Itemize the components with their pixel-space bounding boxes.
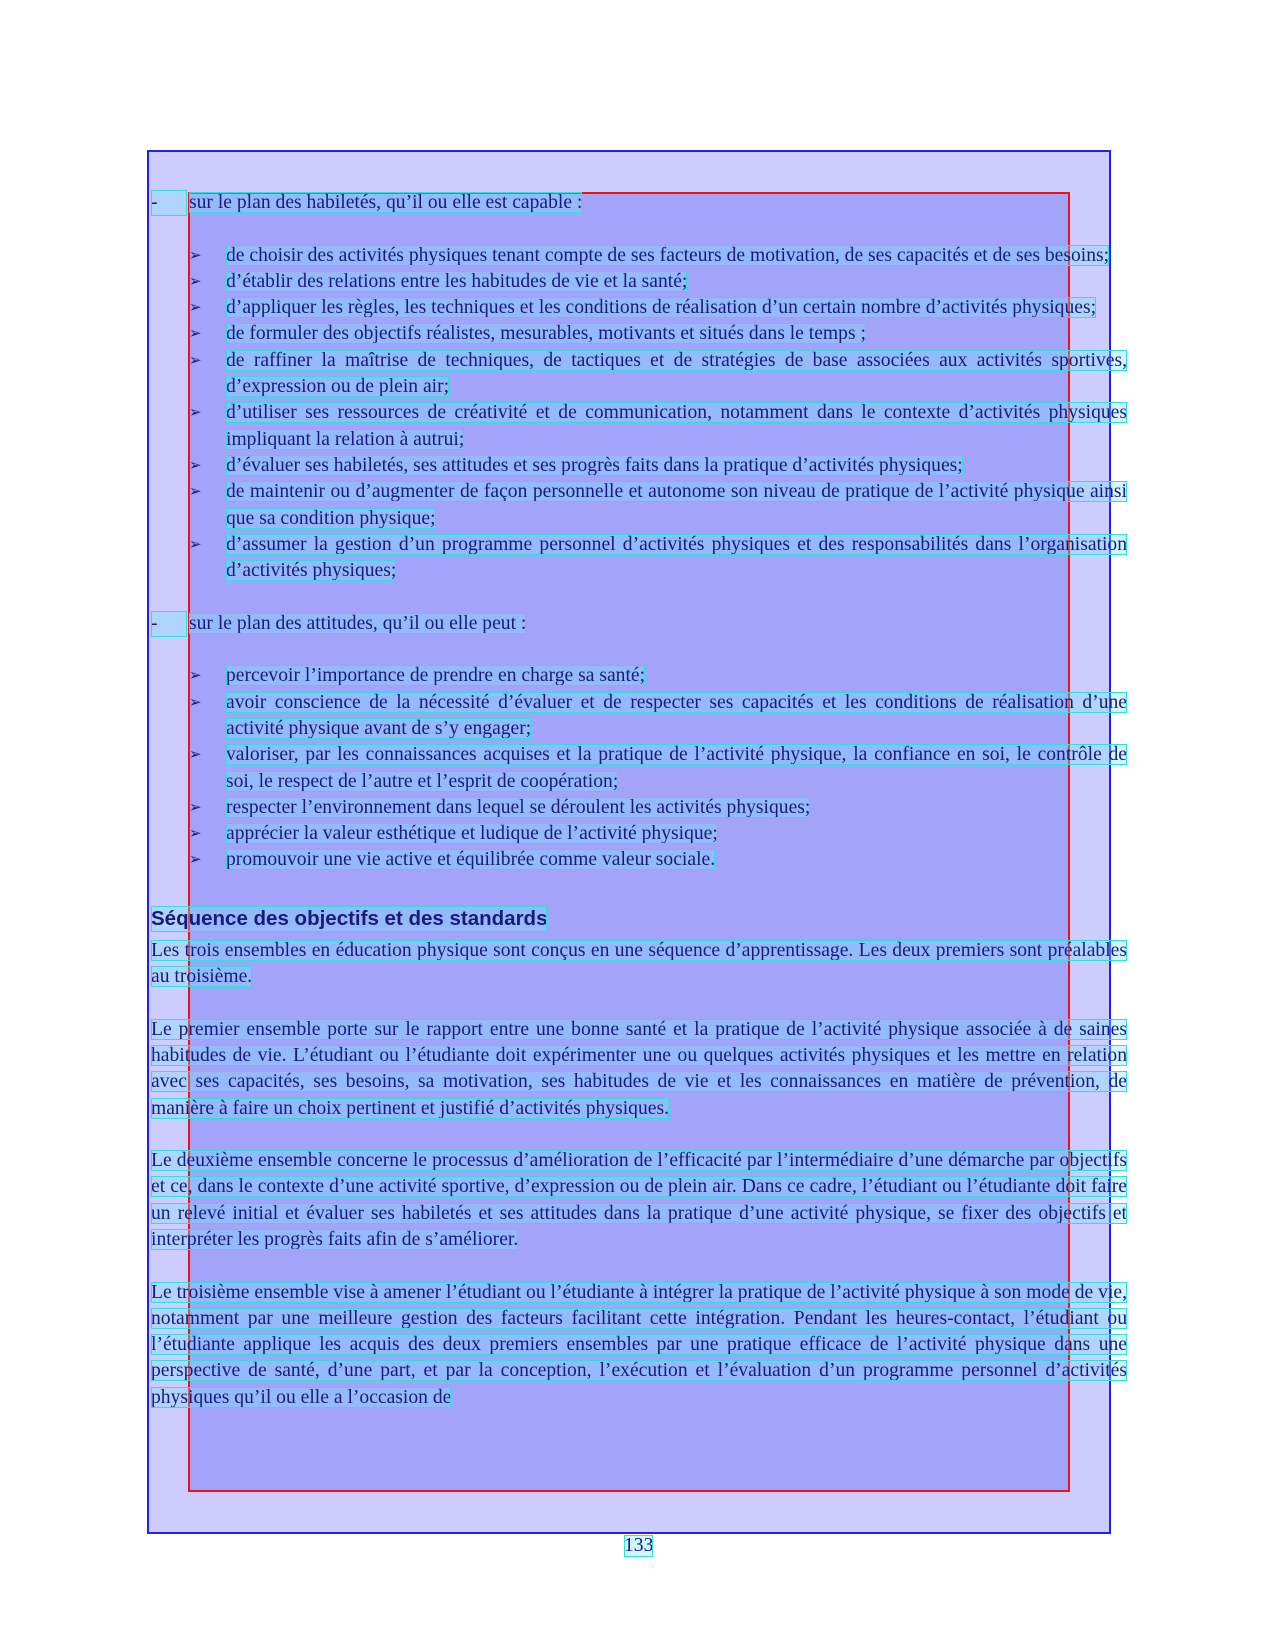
list-item: ➢ de choisir des activités physiques tenant compte de ses facteurs de motivation, de ses capacités et de ses besoins; xyxy=(151,243,1127,269)
list-item: ➢ de formuler des objectifs réalistes, mesurables, motivants et situés dans le temps ; xyxy=(151,321,1127,347)
arrow-bullet-icon: ➢ xyxy=(189,405,202,422)
arrow-bullet-icon: ➢ xyxy=(189,668,202,685)
paragraph: Les trois ensembles en éducation physique sont conçus en une séquence d’apprentissage. Les deux premiers sont préalables au troisième. xyxy=(151,939,1127,988)
arrow-bullet-icon: ➢ xyxy=(189,484,202,501)
list-item: ➢ respecter l’environnement dans lequel se déroulent les activités physiques; xyxy=(151,795,1127,821)
skills-intro xyxy=(151,190,1127,216)
arrow-bullet-icon: ➢ xyxy=(189,799,202,816)
list-item: ➢ d’établir des relations entre les habitudes de vie et la santé; xyxy=(151,269,1127,295)
arrow-bullet-icon: ➢ xyxy=(189,694,202,711)
dash-marker: - xyxy=(151,190,187,216)
list-item: ➢ valoriser, par les connaissances acquises et la pratique de l’activité physique, la confiance en soi, le contrôle de soi, le respect de l’autre et l’esprit de coopération; xyxy=(189,744,1127,792)
arrow-bullet-icon: ➢ xyxy=(189,300,202,317)
list-item: ➢ promouvoir une vie active et équilibrée comme valeur sociale. xyxy=(151,847,1127,873)
section-heading: Séquence des objectifs et des standards xyxy=(151,906,548,930)
arrow-bullet-icon: ➢ xyxy=(189,747,202,764)
arrow-bullet-icon: ➢ xyxy=(189,536,202,553)
list-item: ➢ percevoir l’importance de prendre en charge sa santé; xyxy=(151,663,1127,689)
arrow-bullet-icon: ➢ xyxy=(189,352,202,369)
arrow-bullet-icon: ➢ xyxy=(189,457,202,474)
paragraph: Le premier ensemble porte sur le rapport entre une bonne santé et la pratique de l’activité physique associée à de saines habitudes de vie. L’étudiant ou l’étudiante doit expérimenter une ou quelques activités physiques et les mettre en relation avec ses capacités, ses besoins, sa motivation, ses habitudes de vie et les connaissances en matière de prévention, de manière à faire un choix pertinent et justifié d’activités physiques. xyxy=(151,1018,1127,1119)
list-item: ➢ apprécier la valeur esthétique et ludique de l’activité physique; xyxy=(151,821,1127,847)
dash-marker: - xyxy=(151,611,187,637)
attitudes-list xyxy=(151,663,1127,873)
list-item: ➢ d’évaluer ses habiletés, ses attitudes et ses progrès faits dans la pratique d’activités physiques; xyxy=(151,453,1127,479)
list-item: ➢ d’utiliser ses ressources de créativité et de communication, notamment dans le contexte d’activités physiques impliquant la relation à autrui; xyxy=(189,402,1127,450)
skills-intro-text: sur le plan des habiletés, qu’il ou elle est capable : xyxy=(189,192,583,213)
list-item: ➢ de raffiner la maîtrise de techniques, de tactiques et de stratégies de base associées aux activités sportives, d’expression ou de plein air; xyxy=(189,349,1127,398)
attitudes-intro-text: sur le plan des attitudes, qu’il ou elle peut : xyxy=(189,612,527,634)
arrow-bullet-icon: ➢ xyxy=(189,247,202,264)
list-item: ➢ avoir conscience de la nécessité d’évaluer et de respecter ses capacités et les conditions de réalisation d’une activité physique avant de s’y engager; xyxy=(189,691,1127,739)
arrow-bullet-icon: ➢ xyxy=(189,273,202,290)
page-content xyxy=(151,190,1127,1411)
list-item: ➢ d’assumer la gestion d’un programme personnel d’activités physiques et des responsabilités dans l’organisation d’activités physiques; xyxy=(189,533,1127,582)
arrow-bullet-icon: ➢ xyxy=(189,826,202,843)
paragraph: Le troisième ensemble vise à amener l’étudiant ou l’étudiante à intégrer la pratique de l’activité physique à son mode de vie, notamment par une meilleure gestion des facteurs facilitant cette intégration. Pendant les heures-contact, l’étudiant ou l’étudiante applique les acquis des deux premiers ensembles par une pratique efficace de l’activité physique dans une perspective de santé, d’une part, et par la conception, l’exécution et l’évaluation d’un programme personnel d’activités physiques qu’il ou elle a l’occasion de xyxy=(151,1281,1127,1408)
skills-list xyxy=(151,243,1127,585)
attitudes-intro xyxy=(151,611,1127,637)
list-item: ➢ de maintenir ou d’augmenter de façon personnelle et autonome son niveau de pratique de l’activité physique ainsi que sa condition physique; xyxy=(189,481,1127,529)
paragraph: Le deuxième ensemble concerne le processus d’amélioration de l’efficacité par l’intermédiaire d’une démarche par objectifs et ce, dans le contexte d’une activité sportive, d’expression ou de plein air. Dans ce cadre, l’étudiant ou l’étudiante doit faire un relevé initial et évaluer ses habiletés et ses attitudes dans la pratique d’une activité physique, se fixer des objectifs et interpréter les progrès faits afin de s’améliorer. xyxy=(151,1150,1127,1250)
arrow-bullet-icon: ➢ xyxy=(189,326,202,343)
page-number: 133 xyxy=(624,1535,654,1556)
arrow-bullet-icon: ➢ xyxy=(189,852,202,869)
list-item: ➢ d’appliquer les règles, les techniques et les conditions de réalisation d’un certain nombre d’activités physiques; xyxy=(151,295,1127,321)
